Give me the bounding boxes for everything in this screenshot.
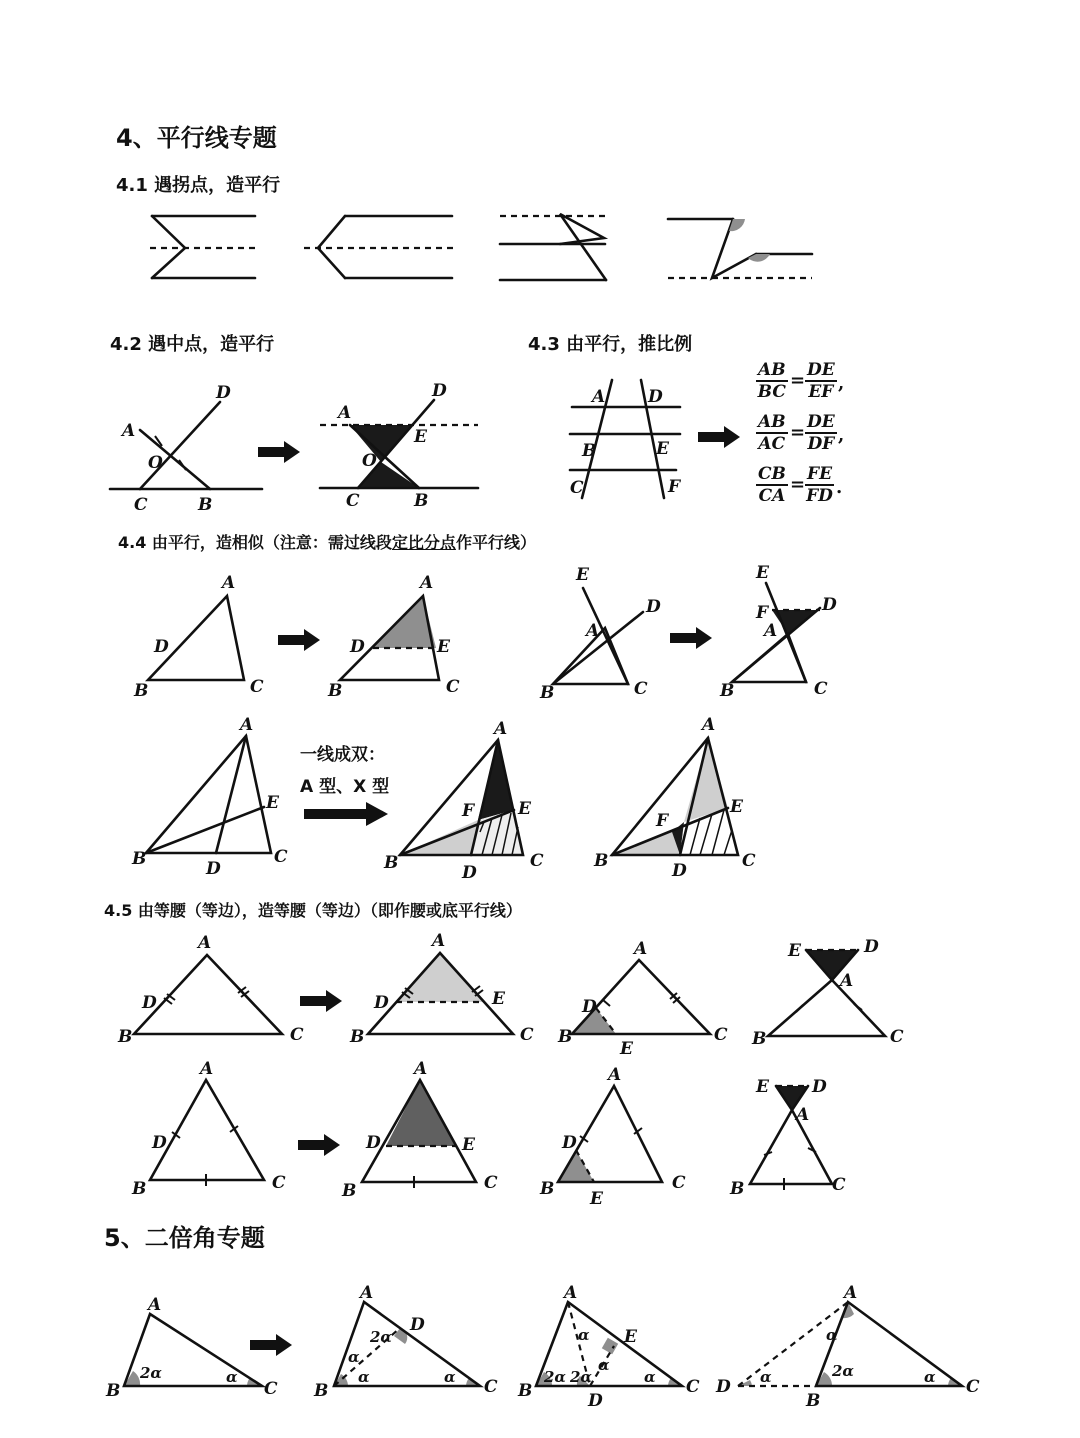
label-B: B <box>582 441 597 461</box>
label-A: A <box>198 933 212 953</box>
label-D: D <box>152 1133 167 1153</box>
label-B: B <box>540 1179 555 1199</box>
label-C: C <box>714 1025 728 1045</box>
figure-4-4-b <box>327 573 460 701</box>
label-A: A <box>420 573 434 593</box>
label-C: C <box>966 1377 980 1397</box>
label-A: A <box>148 1295 162 1315</box>
label-B: B <box>132 1179 147 1199</box>
label-C: C <box>530 851 544 871</box>
label-alpha: α <box>358 1368 370 1386</box>
label-A: A <box>360 1283 374 1303</box>
label-B: B <box>314 1381 329 1401</box>
label-D: D <box>648 387 663 407</box>
label-alpha: α <box>348 1348 360 1366</box>
figure-5-b <box>313 1283 498 1401</box>
label-C: C <box>634 679 648 699</box>
label-E: E <box>590 1189 603 1209</box>
right-arrow-icon <box>304 802 388 826</box>
label-B: B <box>328 681 343 701</box>
ratio-3-right: $\frac{FE}{FD}$ <box>806 464 833 506</box>
label-E: E <box>788 941 801 961</box>
right-arrow-icon <box>278 629 320 651</box>
figure-4-5-h <box>729 1077 846 1199</box>
label-C: C <box>520 1025 534 1045</box>
figure-4-1-d <box>668 219 812 278</box>
label-B: B <box>384 853 399 873</box>
label-B: B <box>350 1027 365 1047</box>
figure-4-5-c <box>557 939 728 1059</box>
section-4-5-title: 4.5 由等腰（等边），造等腰（等边）（即作腰或底平行线） <box>104 901 522 920</box>
label-B: B <box>134 681 149 701</box>
label-E: E <box>624 1327 637 1347</box>
label-B: B <box>594 851 609 871</box>
label-D: D <box>206 859 221 879</box>
note-line-2: A 型、X 型 <box>300 777 390 797</box>
label-B: B <box>342 1181 357 1201</box>
label-A: A <box>586 621 600 641</box>
label-D: D <box>350 637 365 657</box>
ratio-2-equals: = <box>790 422 806 443</box>
label-B: B <box>806 1391 821 1411</box>
label-alpha: α <box>226 1368 238 1386</box>
section-4-4-title-underlined: 定比分点 <box>391 533 456 552</box>
label-C: C <box>832 1175 846 1195</box>
figure-4-5-a <box>117 933 304 1047</box>
right-arrow-icon <box>250 1334 292 1356</box>
label-C: C <box>290 1025 304 1045</box>
label-A: A <box>634 939 648 959</box>
label-C: C <box>570 478 584 498</box>
label-C: C <box>686 1377 700 1397</box>
label-alpha: α <box>444 1368 456 1386</box>
label-2alpha: 2α <box>370 1328 392 1346</box>
label-D: D <box>716 1377 731 1397</box>
label-A: A <box>240 715 254 735</box>
label-O: O <box>362 451 377 471</box>
label-D: D <box>216 383 231 403</box>
label-C: C <box>250 677 264 697</box>
right-arrow-icon <box>698 426 740 448</box>
label-D: D <box>588 1391 603 1411</box>
label-E: E <box>492 989 505 1009</box>
figure-5-d <box>715 1283 980 1411</box>
figure-4-4-a <box>133 573 264 701</box>
figure-4-2-left <box>110 383 262 515</box>
label-D: D <box>582 997 597 1017</box>
figure-4-4-e <box>131 715 288 879</box>
label-A: A <box>564 1283 578 1303</box>
label-E: E <box>518 799 531 819</box>
section-4-1-title: 4.1 遇拐点，造平行 <box>116 175 281 196</box>
label-C: C <box>346 491 360 511</box>
right-arrow-icon <box>670 627 712 649</box>
ratio-1-end: , <box>838 373 845 394</box>
label-O: O <box>148 453 163 473</box>
label-A: A <box>608 1065 622 1085</box>
figure-4-4-c <box>539 565 661 703</box>
section-4-title: 4、平行线专题 <box>116 124 277 152</box>
label-B: B <box>132 849 147 869</box>
ratio-2-left: $\frac{AB}{AC}$ <box>758 412 786 454</box>
label-A: A <box>414 1059 428 1079</box>
label-A: A <box>338 403 352 423</box>
label-E: E <box>756 563 769 583</box>
label-A: A <box>592 387 606 407</box>
ratio-1-left: $\frac{AB}{BC}$ <box>757 360 786 402</box>
label-B: B <box>730 1179 745 1199</box>
label-alpha: α <box>578 1326 590 1344</box>
label-2alpha: 2α <box>570 1368 592 1386</box>
label-B: B <box>540 683 555 703</box>
section-4-2-title: 4.2 遇中点，造平行 <box>110 334 275 355</box>
label-B: B <box>720 681 735 701</box>
label-A: A <box>702 715 716 735</box>
label-C: C <box>890 1027 904 1047</box>
label-D: D <box>432 381 447 401</box>
ratio-3-end: . <box>836 477 843 498</box>
label-D: D <box>822 595 837 615</box>
label-D: D <box>462 863 477 883</box>
label-C: C <box>446 677 460 697</box>
figure-4-2-right <box>320 381 478 511</box>
label-2alpha: 2α <box>140 1364 162 1382</box>
label-C: C <box>134 495 148 515</box>
label-C: C <box>742 851 756 871</box>
label-C: C <box>484 1377 498 1397</box>
label-F: F <box>462 801 475 821</box>
label-alpha: α <box>760 1368 772 1386</box>
label-E: E <box>414 427 427 447</box>
label-B: B <box>198 495 213 515</box>
label-alpha: α <box>826 1326 838 1344</box>
label-B: B <box>518 1381 533 1401</box>
label-D: D <box>154 637 169 657</box>
label-F: F <box>756 603 769 623</box>
label-D: D <box>812 1077 827 1097</box>
label-C: C <box>274 847 288 867</box>
figure-4-1-b <box>304 216 455 278</box>
label-B: B <box>118 1027 133 1047</box>
label-B: B <box>558 1027 573 1047</box>
label-C: C <box>484 1173 498 1193</box>
section-4-4-title-pre: 4.4 由平行，造相似（注意：需过线段 <box>118 533 392 552</box>
figure-4-4-f <box>383 719 544 883</box>
label-C: C <box>672 1173 686 1193</box>
label-A: A <box>122 421 136 441</box>
label-E: E <box>437 637 450 657</box>
label-D: D <box>410 1315 425 1335</box>
label-alpha: α <box>598 1356 610 1374</box>
label-F: F <box>668 477 681 497</box>
section-5-title: 5、二倍角专题 <box>104 1224 265 1252</box>
ratio-2-end: , <box>838 425 845 446</box>
figure-4-5-f <box>341 1059 498 1201</box>
label-A: A <box>796 1105 810 1125</box>
label-C: C <box>814 679 828 699</box>
label-E: E <box>576 565 589 585</box>
label-C: C <box>264 1379 278 1399</box>
label-B: B <box>106 1381 121 1401</box>
ratio-3-equals: = <box>790 474 806 495</box>
right-arrow-icon <box>258 441 300 463</box>
label-E: E <box>756 1077 769 1097</box>
right-arrow-icon <box>300 990 342 1012</box>
label-E: E <box>620 1039 633 1059</box>
label-D: D <box>142 993 157 1013</box>
figure-4-1-c <box>500 214 610 280</box>
label-B: B <box>414 491 429 511</box>
note-line-1: 一线成双： <box>300 745 385 765</box>
label-E: E <box>730 797 743 817</box>
label-alpha: α <box>924 1368 936 1386</box>
label-alpha: α <box>644 1368 656 1386</box>
label-D: D <box>864 937 879 957</box>
figure-4-4-d <box>719 563 837 701</box>
figure-4-5-b <box>349 931 534 1047</box>
ratio-1-equals: = <box>790 370 806 391</box>
label-D: D <box>562 1133 577 1153</box>
label-A: A <box>222 573 236 593</box>
ratio-2-right: $\frac{DE}{DF}$ <box>807 412 835 454</box>
figure-4-1-a <box>150 216 260 278</box>
label-E: E <box>266 793 279 813</box>
label-F: F <box>656 811 669 831</box>
figure-4-5-g <box>539 1065 686 1209</box>
label-A: A <box>764 621 778 641</box>
right-arrow-icon <box>298 1134 340 1156</box>
label-2alpha: 2α <box>544 1368 566 1386</box>
label-A: A <box>844 1283 858 1303</box>
label-A: A <box>840 971 854 991</box>
label-E: E <box>462 1135 475 1155</box>
section-4-4-title-post: 作平行线） <box>455 533 536 552</box>
label-2alpha: 2α <box>832 1362 854 1380</box>
label-B: B <box>752 1029 767 1049</box>
figure-4-4-g <box>593 715 756 881</box>
section-4-3-title: 4.3 由平行，推比例 <box>528 334 693 355</box>
label-A: A <box>200 1059 214 1079</box>
figure-4-5-d <box>751 937 904 1049</box>
ratio-1-right: $\frac{DE}{EF}$ <box>807 360 835 402</box>
label-A: A <box>494 719 508 739</box>
ratio-3-left: $\frac{CB}{CA}$ <box>758 464 786 506</box>
label-D: D <box>374 993 389 1013</box>
figure-5-c <box>517 1283 700 1411</box>
label-C: C <box>272 1173 286 1193</box>
label-A: A <box>432 931 446 951</box>
figure-4-3 <box>570 380 682 498</box>
label-D: D <box>366 1133 381 1153</box>
label-D: D <box>672 861 687 881</box>
label-E: E <box>656 439 669 459</box>
figure-4-5-e <box>131 1059 286 1199</box>
label-D: D <box>646 597 661 617</box>
